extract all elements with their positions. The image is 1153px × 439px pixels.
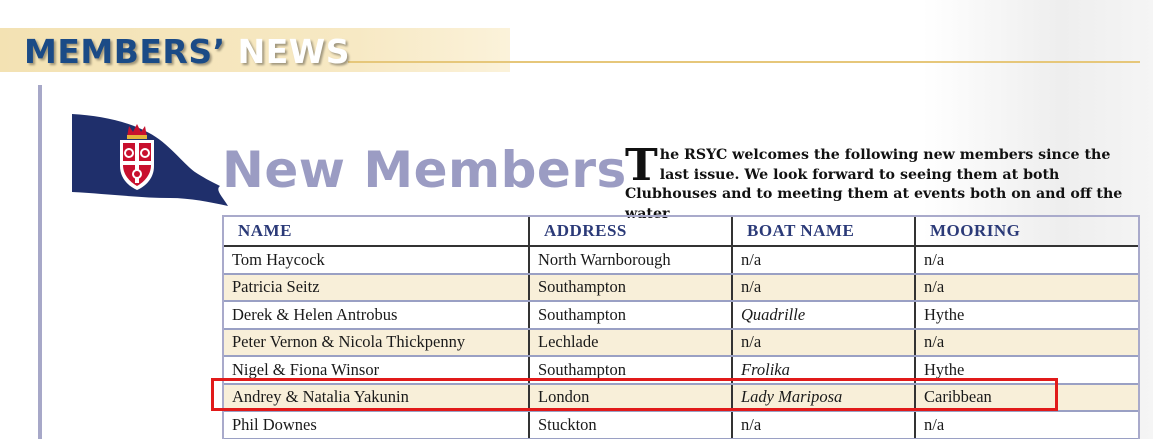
cell-address: Lechlade bbox=[529, 329, 732, 357]
article-title: New Members bbox=[222, 141, 627, 199]
column-header-address: ADDRESS bbox=[529, 217, 732, 246]
article-intro bbox=[625, 140, 1135, 224]
cell-name: Andrey & Natalia Yakunin bbox=[224, 384, 529, 412]
table-row bbox=[224, 301, 1140, 329]
cell-address: Southampton bbox=[529, 301, 732, 329]
table-header-row bbox=[224, 217, 1140, 246]
cell-mooring: n/a bbox=[915, 274, 1140, 302]
cell-mooring: n/a bbox=[915, 411, 1140, 439]
cell-boat: Frolika bbox=[732, 356, 915, 384]
table-row bbox=[224, 246, 1140, 274]
left-rule bbox=[38, 85, 42, 439]
cell-address: Southampton bbox=[529, 356, 732, 384]
cell-name: Peter Vernon & Nicola Thickpenny bbox=[224, 329, 529, 357]
table-row bbox=[224, 384, 1140, 412]
table-row bbox=[224, 411, 1140, 439]
cell-boat: n/a bbox=[732, 274, 915, 302]
cell-name: Tom Haycock bbox=[224, 246, 529, 274]
drop-cap: T bbox=[625, 140, 658, 191]
table-row bbox=[224, 274, 1140, 302]
section-title-members: MEMBERS’ bbox=[24, 32, 226, 71]
cell-name: Phil Downes bbox=[224, 411, 529, 439]
cell-boat: n/a bbox=[732, 329, 915, 357]
cell-address: Southampton bbox=[529, 274, 732, 302]
column-header-name: NAME bbox=[224, 217, 529, 246]
column-header-boat-name: BOAT NAME bbox=[732, 217, 915, 246]
cell-name: Derek & Helen Antrobus bbox=[224, 301, 529, 329]
cell-name: Nigel & Fiona Winsor bbox=[224, 356, 529, 384]
members-table bbox=[224, 217, 1140, 439]
cell-name: Patricia Seitz bbox=[224, 274, 529, 302]
table-row bbox=[224, 329, 1140, 357]
cell-mooring: n/a bbox=[915, 329, 1140, 357]
intro-text: he RSYC welcomes the following new members since the last issue. We look forward to seeing them at both Clubhouses and to meeting them at events both on and off the water bbox=[625, 147, 1123, 222]
cell-boat: Lady Mariposa bbox=[732, 384, 915, 412]
cell-mooring: Hythe bbox=[915, 356, 1140, 384]
section-title-news: NEWS bbox=[237, 32, 350, 71]
cell-boat: Quadrille bbox=[732, 301, 915, 329]
members-table-container bbox=[222, 215, 1140, 439]
cell-address: North Warnborough bbox=[529, 246, 732, 274]
section-title bbox=[24, 30, 350, 74]
header-rule bbox=[348, 61, 1140, 63]
column-header-mooring: MOORING bbox=[915, 217, 1140, 246]
cell-mooring: n/a bbox=[915, 246, 1140, 274]
cell-address: Stuckton bbox=[529, 411, 732, 439]
table-row bbox=[224, 356, 1140, 384]
club-burgee-icon bbox=[70, 110, 230, 210]
cell-address: London bbox=[529, 384, 732, 412]
cell-mooring: Caribbean bbox=[915, 384, 1140, 412]
cell-mooring: Hythe bbox=[915, 301, 1140, 329]
cell-boat: n/a bbox=[732, 411, 915, 439]
cell-boat: n/a bbox=[732, 246, 915, 274]
